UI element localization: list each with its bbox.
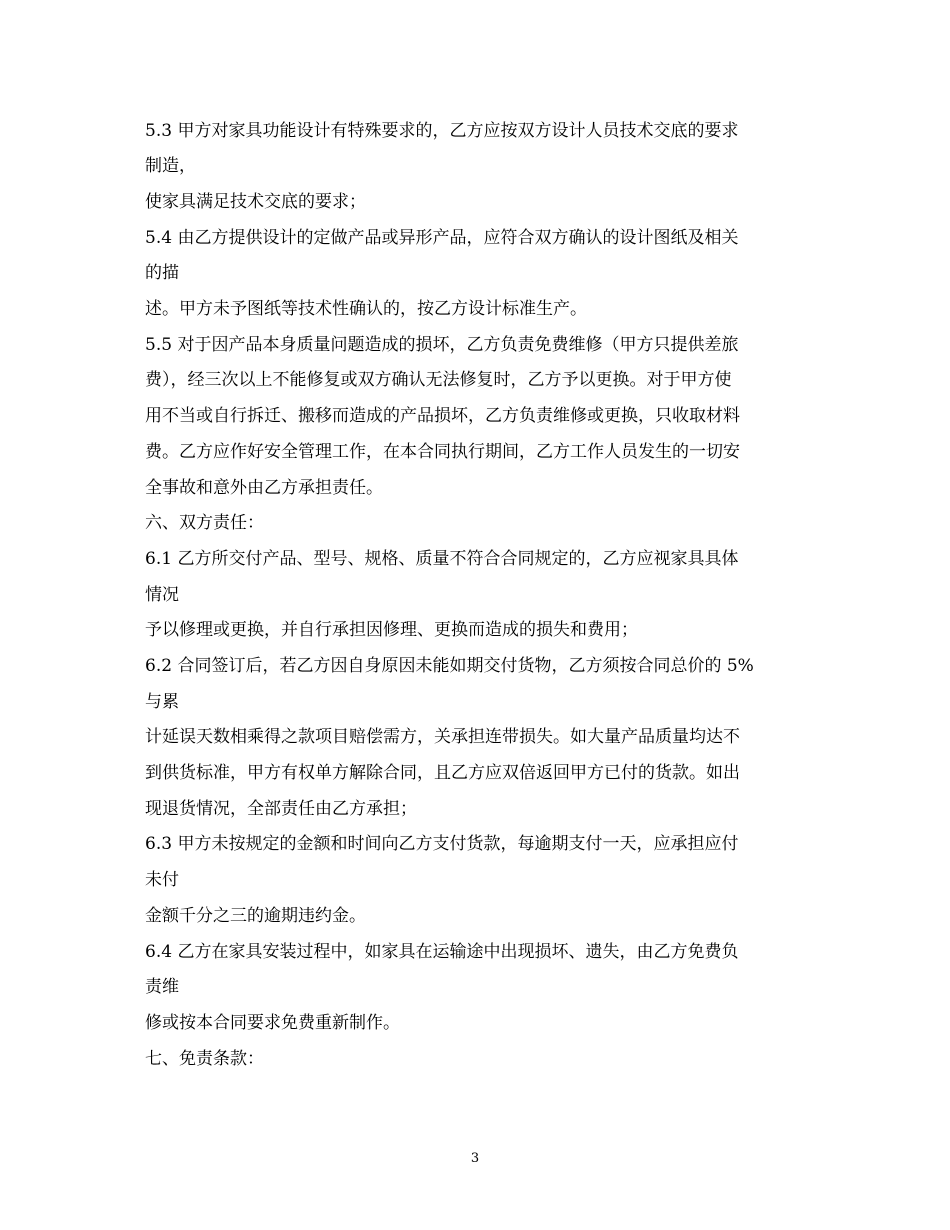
text-line: 5.3 甲方对家具功能设计有特殊要求的，乙方应按双方设计人员技术交底的要求 <box>145 121 739 141</box>
text-line: 6.1 乙方所交付产品、型号、规格、质量不符合合同规定的，乙方应视家具具体 <box>145 549 739 569</box>
text-line: 的描 <box>145 263 179 283</box>
text-line: 修或按本合同要求免费重新制作。 <box>145 1013 400 1033</box>
text-line: 6.4 乙方在家具安装过程中，如家具在运输途中出现损坏、遗失，由乙方免费负 <box>145 942 739 962</box>
text-line: 5.5 对于因产品本身质量问题造成的损坏，乙方负责免费维修（甲方只提供差旅 <box>145 335 739 355</box>
text-line: 6.2 合同签订后，若乙方因自身原因未能如期交付货物，乙方须按合同总价的 5% <box>145 656 754 676</box>
text-line: 到供货标准，甲方有权单方解除合同，且乙方应双倍返回甲方已付的货款。如出 <box>145 763 740 783</box>
page-number: 3 <box>470 1151 480 1166</box>
text-line: 使家具满足技术交底的要求； <box>145 192 366 212</box>
text-line: 现退货情况，全部责任由乙方承担； <box>145 799 417 819</box>
text-line: 予以修理或更换，并自行承担因修理、更换而造成的损失和费用； <box>145 620 638 640</box>
section-heading: 六、双方责任： <box>145 513 264 533</box>
text-line: 与累 <box>145 692 179 712</box>
text-line: 费。乙方应作好安全管理工作，在本合同执行期间，乙方工作人员发生的一切安 <box>145 442 740 462</box>
text-line: 未付 <box>145 870 179 890</box>
text-line: 5.4 由乙方提供设计的定做产品或异形产品，应符合双方确认的设计图纸及相关 <box>145 228 739 248</box>
text-line: 全事故和意外由乙方承担责任。 <box>145 478 383 498</box>
text-line: 制造， <box>145 156 196 176</box>
text-line: 费），经三次以上不能修复或双方确认无法修复时，乙方予以更换。对于甲方使 <box>145 370 732 390</box>
text-line: 情况 <box>145 585 179 605</box>
text-line: 用不当或自行拆迁、搬移而造成的产品损坏，乙方负责维修或更换，只收取材料 <box>145 406 740 426</box>
text-line: 金额千分之三的逾期违约金。 <box>145 906 366 926</box>
text-line: 计延误天数相乘得之款项目赔偿需方，关承担连带损失。如大量产品质量均达不 <box>145 727 740 747</box>
text-line: 6.3 甲方未按规定的金额和时间向乙方支付货款，每逾期支付一天，应承担应付 <box>145 834 739 854</box>
text-line: 责维 <box>145 977 179 997</box>
section-heading: 七、免责条款： <box>145 1049 264 1069</box>
text-line: 述。甲方未予图纸等技术性确认的，按乙方设计标准生产。 <box>145 299 587 319</box>
